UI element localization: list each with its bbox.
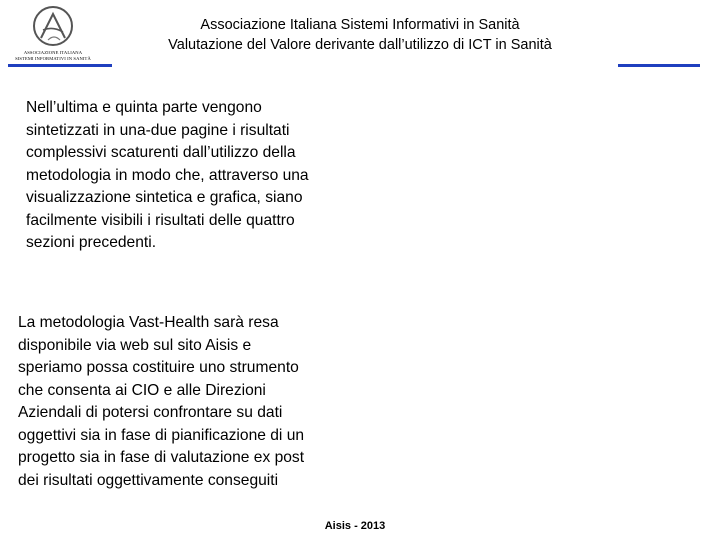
- body-paragraph-1: Nell’ultima e quinta parte vengono sintetizzati in una-due pagine i risultati complessivi scaturenti dall’utilizzo della metodologia in modo che, attraverso una visualizzazione sintetica e grafica, siano facilmente visibili i risultati delle quattro sezioni precedenti.: [26, 99, 309, 251]
- aisis-logo-emblem-icon: [8, 4, 98, 50]
- body-paragraph-2: La metodologia Vast-Health sarà resa disponibile via web sul sito Aisis e speriamo possa costituire uno strumento che consenta ai CIO e alle Direzioni Aziendali di potersi confrontare su dati oggettivi sia in fase di pianificazione di un progetto sia in fase di valutazione ex post dei risultati oggettivamente conseguiti: [18, 314, 305, 489]
- footer-text: Aisis - 2013: [324, 520, 386, 532]
- logo-caption-line2: SISTEMI INFORMATIVI IN SANITÀ: [15, 56, 91, 61]
- aisis-logo: [8, 4, 98, 66]
- header-rule-right: [618, 64, 700, 67]
- header-subtitle: Valutazione del Valore derivante dall’utilizzo di ICT in Sanità: [168, 37, 552, 53]
- header-rule-left: [8, 64, 112, 67]
- header-title: Associazione Italiana Sistemi Informativi in Sanità: [200, 17, 520, 33]
- logo-caption-line1: ASSOCIAZIONE ITALIANA: [23, 50, 83, 55]
